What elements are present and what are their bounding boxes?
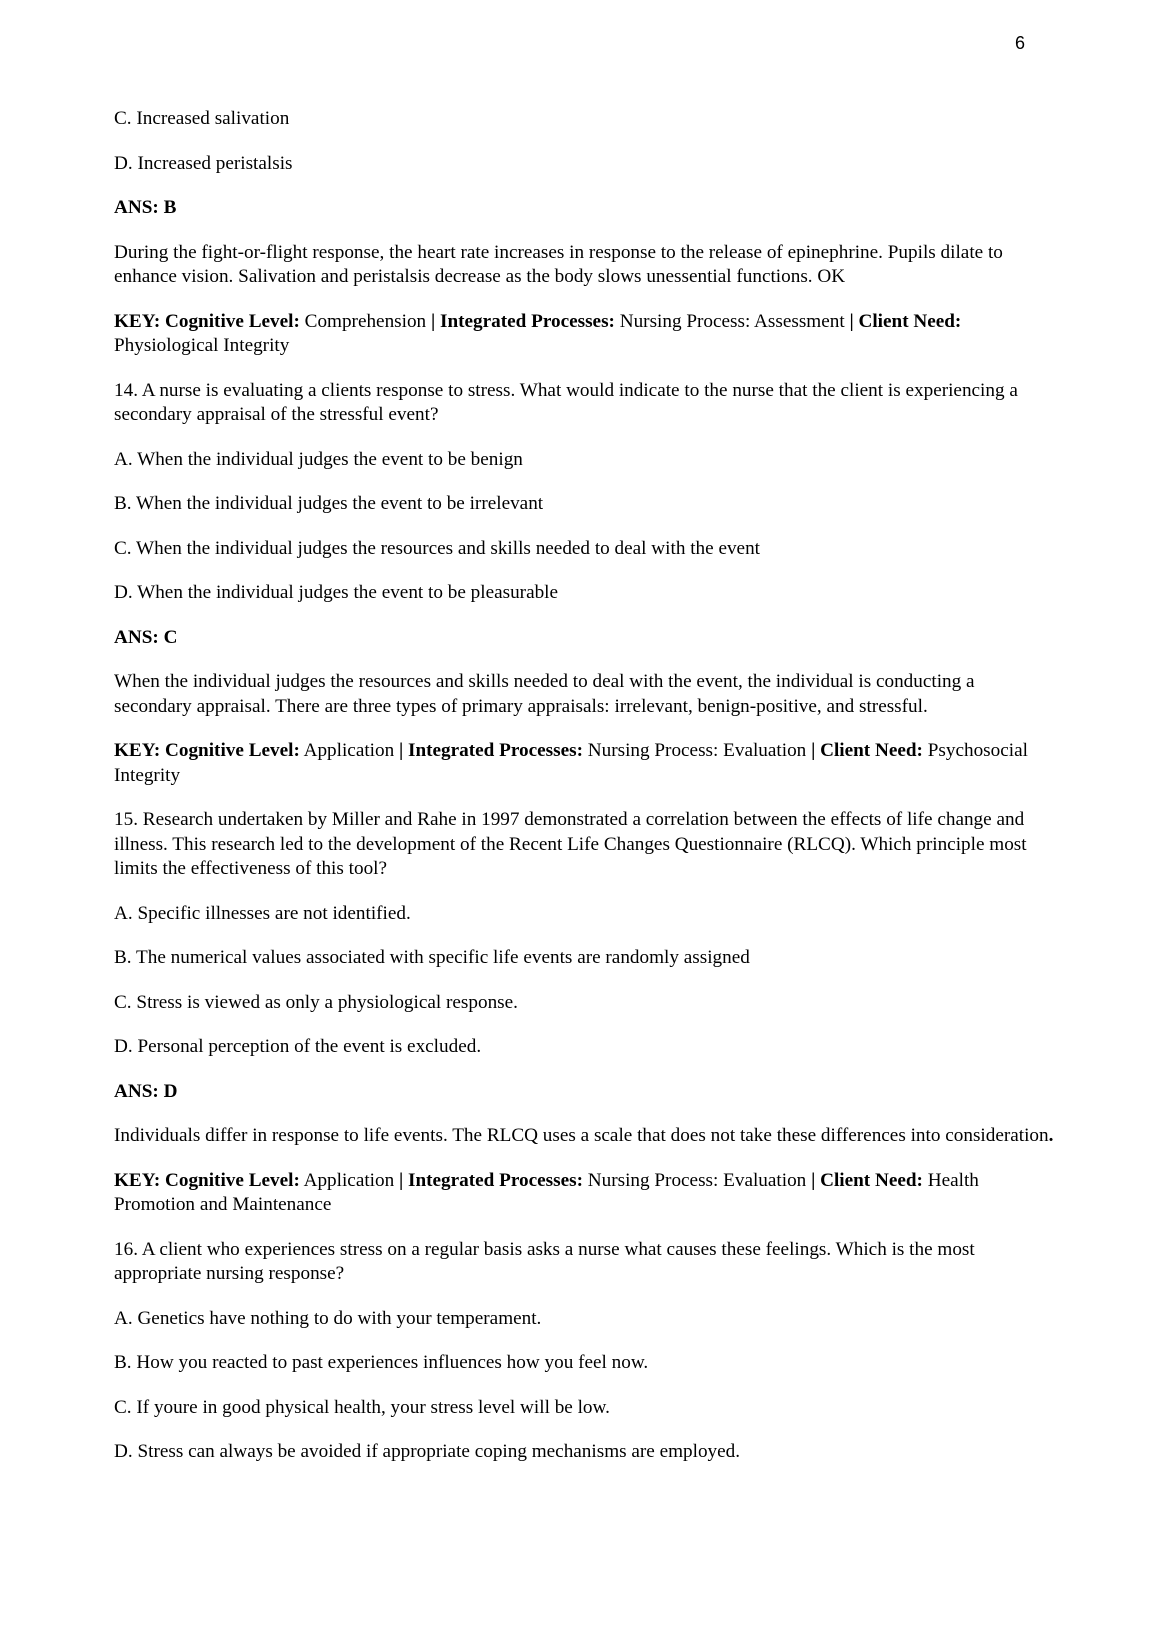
rationale: During the fight-or-flight response, the heart rate increases in response to the release of epinephrine. Pupils dilate to enhance vision. Salivation and peristalsis decrease as the body slows unessential functions. OK bbox=[114, 241, 1003, 287]
option-item: A. When the individual judges the event to be benign bbox=[114, 448, 523, 470]
page-number: 6 bbox=[1015, 33, 1026, 53]
rationale: Individuals differ in response to life events. The RLCQ uses a scale that does not take these differences into consideration. bbox=[114, 1125, 1054, 1146]
option-item: C. Increased salivation bbox=[114, 108, 290, 129]
answer-line: ANS: C bbox=[114, 626, 178, 648]
option-item: B. How you reacted to past experiences influences how you feel now. bbox=[114, 1352, 649, 1373]
option-item: B. When the individual judges the event to be irrelevant bbox=[114, 493, 544, 514]
rationale: When the individual judges the resources and skills needed to deal with the event, the individual is conducting a secondary appraisal. There are three types of primary appraisals: irrelevant, benign-positive, and stressful. bbox=[114, 671, 975, 717]
key-line: KEY: Cognitive Level: Application | Integrated Processes: Nursing Process: Evaluation | Client Need: Health Promotion and Maintenance bbox=[114, 1169, 979, 1215]
document-body bbox=[114, 107, 1054, 1485]
option-item: B. The numerical values associated with specific life events are randomly assigned bbox=[114, 947, 750, 968]
option-item: C. When the individual judges the resources and skills needed to deal with the event bbox=[114, 537, 760, 559]
key-line: KEY: Cognitive Level: Comprehension | Integrated Processes: Nursing Process: Assessment | Client Need: Physiological Integrity bbox=[114, 310, 962, 356]
answer-line: ANS: B bbox=[114, 197, 177, 218]
answer-line: ANS: D bbox=[114, 1080, 178, 1102]
key-line: KEY: Cognitive Level: Application | Integrated Processes: Nursing Process: Evaluation | Client Need: Psychosocial Integrity bbox=[114, 740, 1028, 786]
question-text: 16. A client who experiences stress on a regular basis asks a nurse what causes these feelings. Which is the most appropriate nursing response? bbox=[114, 1238, 975, 1284]
option-item: D. Personal perception of the event is excluded. bbox=[114, 1036, 482, 1057]
option-item: D. Stress can always be avoided if appropriate coping mechanisms are employed. bbox=[114, 1441, 741, 1462]
question-text: 15. Research undertaken by Miller and Rahe in 1997 demonstrated a correlation between the effects of life change and illness. This research led to the development of the Recent Life Changes Questionnaire (RLCQ). Which principle most limits the effectiveness of this tool? bbox=[114, 809, 1027, 879]
option-item: D. When the individual judges the event to be pleasurable bbox=[114, 582, 559, 603]
option-item: A. Genetics have nothing to do with your temperament. bbox=[114, 1307, 542, 1329]
option-item: A. Specific illnesses are not identified. bbox=[114, 902, 411, 924]
option-item: C. If youre in good physical health, your stress level will be low. bbox=[114, 1396, 610, 1418]
option-item: D. Increased peristalsis bbox=[114, 152, 293, 174]
question-text: 14. A nurse is evaluating a clients response to stress. What would indicate to the nurse that the client is experiencing a secondary appraisal of the stressful event? bbox=[114, 379, 1018, 425]
option-item: C. Stress is viewed as only a physiological response. bbox=[114, 991, 518, 1013]
